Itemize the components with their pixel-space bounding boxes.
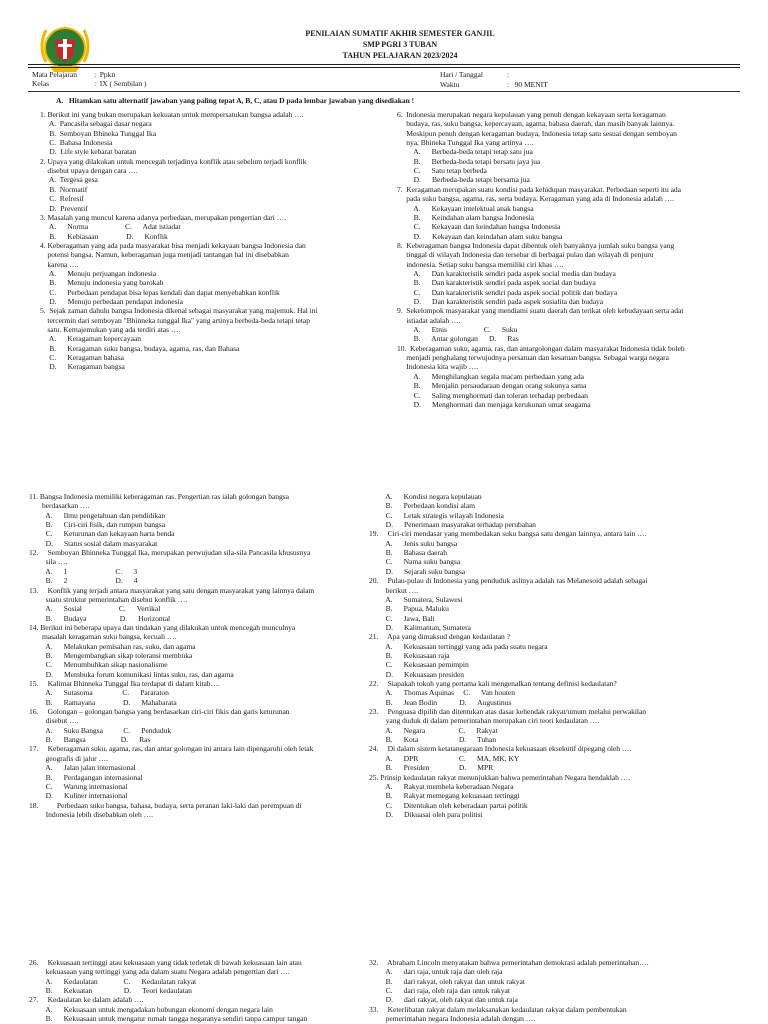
question-line: B. Jean Bodin D. Augustinus [369, 697, 512, 707]
question-line: 9. Sekelompok masyarakat yang mendiami suatu daerah dan terikat oleh kebudayaan serta adat [397, 306, 684, 316]
question-line: A. Sosial C. Vertikal [29, 604, 161, 614]
question-line: C. Ditentukan oleh keberadaan partai politik [369, 800, 528, 810]
question-line: 22. Siapakah tokoh yang pertama kali mengenalkan tentang definisi kedaulatan? [369, 679, 617, 688]
question-line: 1. Berikut ini yang bukan merupakan kekuatan untuk mempersatukan bangsa adalah …. [40, 110, 304, 119]
question-line: D. Kuliner internasional [29, 791, 128, 801]
question-line: C. dari raja, oleh raja dan untuk rakyat [369, 986, 510, 996]
question-line: B. Menuju indonesia yang barokah [40, 278, 164, 288]
question-line: 18. Perbedaan suku bangsa, bahasa, budaya, serta peranan laki-laki dan perempuan di [29, 800, 302, 810]
question-line: C. Keturunan dan kekayaan harta benda [29, 529, 175, 539]
question-line: B. Menjalin persaudaraan dengan orang sukunya sama [397, 381, 587, 391]
question-line: D. Penerimaan masyarakat terhadap perubahan [369, 520, 536, 530]
question-line: kekuasaan yang tertinggi yang ada dalam suatu Negara adalah pengertian dari …. [29, 967, 290, 977]
question-line: A. Suku Bangsa C. Penduduk [29, 725, 172, 735]
question-line: A. Kondisi negara kepulauan [369, 492, 482, 501]
question-line: A. dari raja, untuk raja dan oleh raja [369, 967, 503, 977]
info-divider [28, 91, 740, 92]
question-line: 2. Upaya yang dilakukan untuk mencegah terjadinya konflik atau sebelum terjadi konflik [40, 156, 307, 166]
question-line: A. Kekuasaan untuk mengadakan hubungan ekonomi dengan negara lain [29, 1004, 273, 1014]
question-line: Indonesia kita wajib …. [397, 362, 479, 372]
question-line: B. Kebiasaan D. Konflik [40, 231, 168, 241]
question-line: 14. Berikut ini beberapa upaya dan tindakan yang dilakukan untuk mencegah munculnya [29, 622, 296, 632]
question-line: B. Bahasa daerah [369, 548, 448, 558]
question-line: tercermin dari semboyan "Bhinneka tunggal Ika" yang artinya berbeda-beda tetapi tetap [40, 315, 310, 325]
question-line: B. Ramayana D. Mahabarata [29, 697, 177, 707]
question-line: B. Dan karakteristik sendiri pada aspek social dan budaya [397, 278, 596, 288]
question-line: B. Antar golongan D. Ras [397, 334, 519, 344]
question-line: menjadi penghalang terwujudnya persatuan dan kesatuan bangsa. Sebagai warga negara [397, 353, 669, 363]
question-line: A. Sutasoma C. Pararaton [29, 688, 169, 698]
question-line: C. Keragaman bahasa [40, 353, 124, 363]
question-line: D. Status sosial dalam masyarakat [29, 538, 158, 548]
class-label: Kelas [32, 79, 50, 88]
question-line: B. Kekuasaan untuk mengatur rumah tangga negaranya sendiri tanpa campur tangan [29, 1014, 308, 1024]
question-line: B. Kota D. Tuhan [369, 735, 496, 745]
header-divider-thin [28, 67, 740, 68]
question-line: Indonesia lebih disebabkan oleh …. [29, 809, 153, 819]
question-line: C. Kekuasaan pemimpin [369, 660, 469, 670]
question-line: A. Kedaulatan C. Kedaulatan rakyat [29, 976, 197, 986]
instruction: A. Hitamkan satu alternatif jawaban yang paling tepat A, B, C, atau D pada lembar jawaban yang disediakan ! [56, 96, 415, 105]
question-line: 33. Keterlibatan rakyat dalam melaksanakan kedaulatan rakyat dalam pembentukan [369, 1004, 627, 1014]
question-line: D. Sejarah suku bangsa [369, 566, 466, 576]
subject-value: : Ppkn [94, 70, 116, 79]
question-line: 21. Apa yang dimaksud dengan kedaulatan ? [369, 632, 510, 642]
question-line: 26. Kekuasaan tertinggi atau kekuasaan yang tidak terletak di bawah kekuasaan lain atau [29, 958, 302, 967]
exam-title: PENILAIAN SUMATIF AKHIR SEMESTER GANJIL [305, 29, 495, 38]
question-line: A. Berbeda-beda tetapi tetap satu jua [397, 147, 533, 157]
question-line: D. dari rakyat, oleh rakyat dan untuk raja [369, 995, 518, 1005]
question-line: 23. Penguasa dipilih dan ditentukan atas dasar kehendak rakyat/umum melalui perwakilan [369, 707, 647, 717]
question-line: 12. Semboyan Bhinneka Tunggal Ika, merupakan perwujudan sila-sila Pancasila khususnya [29, 548, 311, 558]
question-line: B. Keindahan alam bangsa Indonesia [397, 212, 534, 222]
question-line: B. Ciri-ciri fisik, dan rumpun bangsa [29, 520, 166, 530]
question-line: potensi bangsa. Namun, keberagaman juga menjadi tantangan hal ini disebabkan [40, 250, 289, 260]
question-line: C. Saling menghormati dan toleran terhadap perbedaan [397, 390, 588, 400]
academic-year: TAHUN PELAJARAN 2023/2024 [342, 51, 458, 60]
question-line: pada suku bangsa, agama, ras, serta budaya. Keragaman yang ada di Indonesia adalah …. [397, 194, 674, 204]
question-line: B. Keragaman suku bangsa, budaya, agama, ras, dan Bahasa [40, 343, 240, 353]
question-line: C. Satu tetap berbeda [397, 166, 487, 176]
question-line: 17. Keberagaman suku, agama, ras, dan antar golongan ini antara lain dipengaruhi oleh letak [29, 744, 314, 754]
question-line: A. Norma C. Adat istiadat [40, 222, 181, 232]
question-line: indonesia. Setiap suku bangsa memiliki ciri khas …. [397, 259, 564, 269]
question-line: D. Menghormati dan menjaga kerukunan umat seagama [397, 399, 591, 409]
question-line: D. Dikuasai oleh para politisi [369, 809, 483, 819]
question-line: A. Jenis suku bangsa [369, 538, 458, 548]
question-line: A. 1 C. 3 [29, 566, 138, 576]
question-line: B. Budaya D. Horizontal [29, 613, 171, 623]
question-line: B. Presiden D. MPR [369, 763, 494, 773]
question-line: suatu struktur pemerintahan disebut konflik …. [29, 594, 188, 604]
question-line: B. Perdagangan internasional [29, 772, 143, 782]
question-line: Meskipun penuh dengan keragaman budaya, Indonesia tetap satu sesuai dengan semboyan [397, 128, 677, 138]
question-line: B. Kekuatan D. Teori kedaulatan [29, 986, 192, 996]
question-line: C. Nama suku bangsa [369, 557, 461, 567]
question-line: A. Kekuasaan tertinggi yang ada pada suatu negara [369, 641, 548, 651]
question-line: D. Menuju perbedaan pendapat indonesia [40, 297, 183, 306]
question-line: D. Kekuasaan presiden [369, 669, 465, 679]
question-line: karena …. [40, 259, 79, 269]
question-line: D. Dan karakteristik sendiri pada aspek sosialita dan budaya [397, 297, 604, 306]
question-line: A. Tergesa gesa [40, 175, 98, 185]
question-line: 16. Golongan – golongan bangsa yang berdasarkan ciri-ciri fikis dan garis keturunan [29, 707, 290, 717]
question-line: istiadat adalah …. [397, 315, 461, 325]
question-line: disebut upaya dengan cara …. [40, 166, 138, 176]
question-line: D. Preventif [40, 203, 88, 213]
question-line: A. Melakukan pemisahan ras, suku, dan agama [29, 641, 196, 651]
question-line: A. Thomas Aquinas C. Van houten [369, 688, 515, 698]
question-line: A. Menghilangkan segala macam perbedaan yang ada [397, 371, 584, 381]
question-line: 11. Bangsa Indonesia memiliki keberagaman ras. Pengertian ras ialah golongan bangsa [29, 492, 290, 501]
question-line: 5. Sejak zaman dahulu bangsa Indonesia dikenal sebagai masyarakat yang majemuk. Hal ini [40, 306, 318, 316]
question-line: A. Keragaman kepercayaan [40, 334, 141, 344]
question-line: D. Life style kebarat baratan [40, 147, 137, 157]
question-line: 8. Keberagaman bangsa Indonesia dapat dibentuk oleh banyaknya jumlah suku bangsa yang [397, 240, 675, 250]
question-line: A. Sumatera, Sulawesi [369, 594, 463, 604]
question-line: C. Kekayaan dan keindahan bangsa Indonesia [397, 222, 561, 232]
question-line: A. Rakyat membela keberadaan Negara [369, 781, 514, 791]
time-value: : 90 MENIT [507, 80, 548, 89]
question-line: 6. Indonesia merupakan negara kepulauan yang penuh dengan kekayaan serta keragaman [397, 110, 666, 119]
question-line: satu. Kemajemukan yang ada terdiri atas …. [40, 325, 181, 335]
question-line: A. Kekayaan intelektual anak bangsa [397, 203, 534, 213]
question-line: tinggal di wilayah Indonesia dan tersebar di berbagai pulau dan wilayah di penjuru [397, 250, 654, 260]
header-divider [28, 64, 740, 65]
question-line: B. Normatif [40, 184, 88, 194]
question-line: A. Pancasila sebagai dasar negara [40, 119, 152, 129]
question-line: 20. Pulau-pulau di Indonesia yang penduduk aslinya adalah ras Melanesoid adalah sebagai [369, 576, 648, 586]
question-line: C. Warung internasional [29, 781, 128, 791]
question-line: 24. Di dalam sistem ketatanegaraan Indonesia kekuasaan eksekutif dipegang oleh …. [369, 744, 632, 754]
subject-label: Mata Pelajaran [32, 70, 78, 79]
question-line: 25. Prinsip kedaulatan rakyat menunjukkan bahwa pemerintahan Negara hendaklah …. [369, 772, 631, 782]
question-line: B. Mengembangkan sikap toleransi membuka [29, 650, 193, 660]
question-line: B. dari rakyat, oleh rakyat dan untuk rakyat [369, 976, 525, 986]
question-line: D. Kekayaan dan keindahan alam suku bangsa [397, 231, 563, 241]
school-name: SMP PGRI 3 TUBAN [362, 40, 438, 49]
day-label: Hari / Tanggal [440, 70, 483, 79]
question-line: 4. Keberagaman yang ada pada masyarakat bisa menjadi kekayaan bangsa Indonesia dan [40, 240, 306, 250]
question-line: B. Berbeda-beda tetapi bersatu jaya jua [397, 156, 541, 166]
question-line: A. Jalan jalan internasional [29, 763, 136, 773]
question-line: B. Rakyat memegang kekuasaan tertinggi [369, 791, 520, 801]
question-line: B. Bangsa D. Ras [29, 735, 151, 745]
question-line: 10. Keberagaman suku, agama, ras, dan antargolongan dalam masyarakat Indonesia tidak boleh [397, 343, 685, 353]
question-line: B. Papua, Maluku [369, 604, 449, 614]
question-line: C. Refresif [40, 194, 84, 204]
question-line: geografis di jalur …. [29, 753, 108, 763]
question-line: 7. Keragaman merupakan suatu kondisi pada kehidupan masyarakat. Perbedaan seperti itu ada [397, 184, 681, 194]
question-line: C. Menumbuhkan sikap nasionalisme [29, 660, 168, 670]
question-line: 3. Masalah yang muncul karena adanya perbedaan, merupakan pengertian dari …. [40, 212, 287, 222]
time-label: Waktu [440, 80, 460, 89]
question-line: masalah keragaman suku bangsa, kecuali …. [29, 632, 177, 642]
day-value: : [507, 70, 510, 79]
question-line: nya, Bhineka Tunggal Ika yang artinya …. [397, 138, 534, 148]
question-line: berdasarkan …. [29, 501, 90, 511]
question-line: berikut …. [369, 585, 419, 595]
question-line: B. Perbedaan kondisi alam [369, 501, 476, 511]
question-line: pemerintahan negara Indonesia adalah dengan …. [369, 1014, 536, 1024]
question-line: A. Etnis C. Suku [397, 325, 518, 335]
question-line: A. DPR C. MA, MK, KY [369, 753, 520, 763]
question-line: D. Keragaman bangsa [40, 362, 125, 372]
question-line: A. Ilmu pengetahuan dan pendidikan [29, 510, 166, 520]
question-line: D. Membuka forum komunikasi lintas suku, ras, dan agama [29, 669, 234, 679]
question-line: C. Bahasa Indonesia [40, 138, 113, 148]
question-line: budaya, ras, suku bangsa, kepercayaan, agama, bahasa daerah, dan masih banyak lainnya. [397, 119, 675, 129]
question-line: C. Dan karakteristik sendiri pada aspek social politik dan budaya [397, 287, 618, 297]
question-line: 15. Kalimat Bhinneka Tunggal Ika terdapat di dalam kitab…. [29, 679, 220, 688]
question-line: A. Negara C. Rakyat [369, 725, 498, 735]
question-line: C. Jawa, Bali [369, 613, 435, 623]
question-line: D. Berbeda-beda tetapi bersama jua [397, 175, 530, 185]
question-line: 13. Konflik yang terjadi antara masyarakat yang satu dengan masyarakat yang lainnya dalam [29, 585, 315, 595]
question-line: A. Menuju perjuangan indonesia [40, 268, 157, 278]
question-line: C. Perbedaan pendapat bisa lepas kendali dan dapat menyebabkan konflik [40, 287, 280, 297]
question-line: 32. Abraham Lincoln menyatakan bahwa pemerintahan demokrasi adalah pemerintahan…. [369, 958, 649, 967]
question-line: sila …. [29, 557, 68, 567]
question-line: A. Dan karakteristik sendiri pada aspek social media dan budaya [397, 268, 616, 278]
question-line: B. Semboyan Bhineka Tunggal Ika [40, 128, 157, 138]
question-line: C. Letak strategis wilayah Indonesia [369, 510, 504, 520]
question-line: D. Kalimantan, Sumatera [369, 622, 471, 632]
question-line: 27. Kedaulatan ke dalam adalah …. [29, 995, 144, 1005]
question-line: 19. Ciri-ciri mendasar yang membedakan suku bangsa satu dengan lainnya, antara lain …. [369, 529, 647, 539]
question-line: B. Kekuasaan raja [369, 650, 450, 660]
question-line: yang duduk di dalam pemerintahan merupakan ciri teori kedaulatan …. [369, 716, 600, 726]
question-line: B. 2 D. 4 [29, 576, 138, 586]
class-value: : IX ( Sembilan ) [94, 79, 147, 88]
question-line: disebut …. [29, 716, 79, 726]
